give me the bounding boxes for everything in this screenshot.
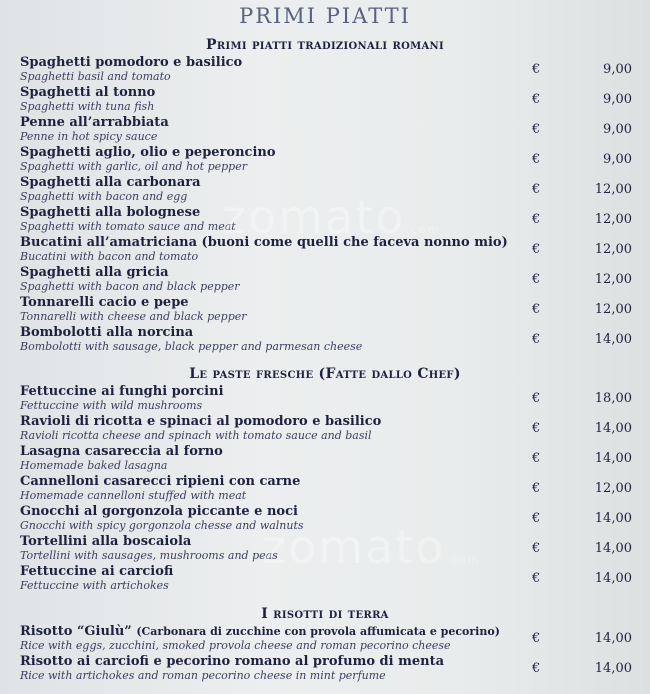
currency-symbol: € [532, 391, 541, 406]
currency-symbol: € [532, 152, 541, 167]
item-description: Spaghetti with garlic, oil and hot pepper [20, 160, 247, 173]
item-name: Cannelloni casarecci ripieni con carne [20, 474, 301, 489]
item-description: Rice with artichokes and roman pecorino cheese in mint perfume [20, 669, 386, 682]
item-price: 9,00 [603, 122, 632, 137]
item-name: Spaghetti pomodoro e basilico [20, 55, 243, 70]
item-description: Rice with eggs, zucchini, smoked provola cheese and roman pecorino cheese [20, 639, 451, 652]
section-title: Le paste fresche (Fatte dallo Chef) [189, 366, 461, 382]
item-name: Bombolotti alla norcina [20, 325, 194, 340]
menu-item [0, 534, 650, 564]
item-price: 9,00 [603, 152, 632, 167]
item-name: Spaghetti alla gricia [20, 265, 169, 280]
item-description: Bombolotti with sausage, black pepper and parmesan cheese [20, 340, 363, 353]
menu-item [0, 295, 650, 325]
page-title: PRIMI PIATTI [239, 4, 411, 28]
item-description: Fettuccine with artichokes [20, 579, 169, 592]
item-price: 14,00 [594, 511, 632, 526]
item-description: Penne in hot spicy sauce [20, 130, 158, 143]
currency-symbol: € [532, 421, 541, 436]
item-price: 12,00 [594, 481, 632, 496]
currency-symbol: € [532, 212, 541, 227]
item-name: Penne all’arrabbiata [20, 115, 169, 130]
item-name: Spaghetti alla bolognese [20, 205, 201, 220]
item-description: Ravioli ricotta cheese and spinach with tomato sauce and basil [20, 429, 372, 442]
watermark-text: zomato [222, 190, 406, 244]
menu-item [0, 145, 650, 175]
menu-item [0, 85, 650, 115]
menu-item [0, 235, 650, 265]
currency-symbol: € [532, 122, 541, 137]
item-name [20, 624, 500, 640]
menu-item [0, 205, 650, 235]
currency-symbol: € [532, 631, 541, 646]
menu-item [0, 265, 650, 295]
section-title: I risotti di terra [261, 606, 389, 622]
currency-symbol: € [532, 511, 541, 526]
item-name: Fettuccine ai funghi porcini [20, 384, 224, 399]
item-description: Spaghetti with tomato sauce and meat [20, 220, 236, 233]
currency-symbol: € [532, 332, 541, 347]
section-paste-fresche [0, 364, 650, 594]
item-price: 12,00 [594, 302, 632, 317]
item-price: 14,00 [594, 421, 632, 436]
menu-item [0, 564, 650, 594]
watermark-suffix: .com [405, 223, 441, 236]
item-name: Tortellini alla boscaiola [20, 534, 192, 549]
item-name: Tonnarelli cacio e pepe [20, 295, 189, 310]
item-name: Fettuccine ai carciofi [20, 564, 174, 579]
item-price: 18,00 [594, 391, 632, 406]
item-description: Spaghetti with bacon and egg [20, 190, 188, 203]
item-price: 12,00 [594, 212, 632, 227]
menu-item [0, 654, 650, 684]
item-name-extra: (Carbonara di zucchine con provola affumicata e pecorino) [136, 625, 500, 638]
item-price: 14,00 [594, 541, 632, 556]
item-description: Spaghetti basil and tomato [20, 70, 171, 83]
item-name: Risotto ai carciofi e pecorino romano al profumo di menta [20, 654, 444, 669]
currency-symbol: € [532, 451, 541, 466]
currency-symbol: € [532, 661, 541, 676]
item-description: Bucatini with bacon and tomato [20, 250, 199, 263]
watermark-suffix: .com [445, 553, 481, 566]
item-price: 14,00 [594, 451, 632, 466]
item-price: 9,00 [603, 92, 632, 107]
menu-item [0, 504, 650, 534]
menu-item [0, 414, 650, 444]
currency-symbol: € [532, 92, 541, 107]
item-description: Gnocchi with spicy gorgonzola chesse and walnuts [20, 519, 304, 532]
item-price: 12,00 [594, 242, 632, 257]
item-price: 12,00 [594, 182, 632, 197]
item-price: 14,00 [594, 661, 632, 676]
item-price: 12,00 [594, 272, 632, 287]
item-name: Bucatini all’amatriciana (buoni come quelli che faceva nonno mio) [20, 235, 508, 250]
item-price: 14,00 [594, 571, 632, 586]
menu-item [0, 444, 650, 474]
item-description: Tortellini with sausages, mushrooms and peas [20, 549, 278, 562]
item-description: Spaghetti with tuna fish [20, 100, 155, 113]
item-name-main: Risotto “Giulù” [20, 624, 132, 639]
item-price: 14,00 [594, 332, 632, 347]
section-primi-tradizionali [0, 35, 650, 355]
currency-symbol: € [532, 571, 541, 586]
menu-item [0, 624, 650, 654]
item-description: Homemade cannelloni stuffed with meat [20, 489, 247, 502]
item-name: Spaghetti al tonno [20, 85, 156, 100]
menu-item [0, 175, 650, 205]
watermark-text: zomato [262, 520, 446, 574]
currency-symbol: € [532, 481, 541, 496]
item-price: 14,00 [594, 631, 632, 646]
item-description: Tonnarelli with cheese and black pepper [20, 310, 247, 323]
menu-item [0, 325, 650, 355]
item-name: Gnocchi al gorgonzola piccante e noci [20, 504, 298, 519]
menu-item [0, 384, 650, 414]
item-name: Lasagna casareccia al forno [20, 444, 223, 459]
currency-symbol: € [532, 302, 541, 317]
item-description: Fettuccine with wild mushrooms [20, 399, 203, 412]
currency-symbol: € [532, 242, 541, 257]
currency-symbol: € [532, 272, 541, 287]
currency-symbol: € [532, 182, 541, 197]
item-description: Homemade baked lasagna [20, 459, 168, 472]
item-description: Spaghetti with bacon and black pepper [20, 280, 240, 293]
section-risotti [0, 604, 650, 684]
menu-item [0, 55, 650, 85]
menu-item [0, 474, 650, 504]
currency-symbol: € [532, 541, 541, 556]
menu-item [0, 115, 650, 145]
section-title: Primi piatti tradizionali romani [206, 37, 444, 53]
item-name: Spaghetti alla carbonara [20, 175, 201, 190]
item-name: Spaghetti aglio, olio e peperoncino [20, 145, 276, 160]
item-price: 9,00 [603, 62, 632, 77]
item-name: Ravioli di ricotta e spinaci al pomodoro e basilico [20, 414, 382, 429]
currency-symbol: € [532, 62, 541, 77]
